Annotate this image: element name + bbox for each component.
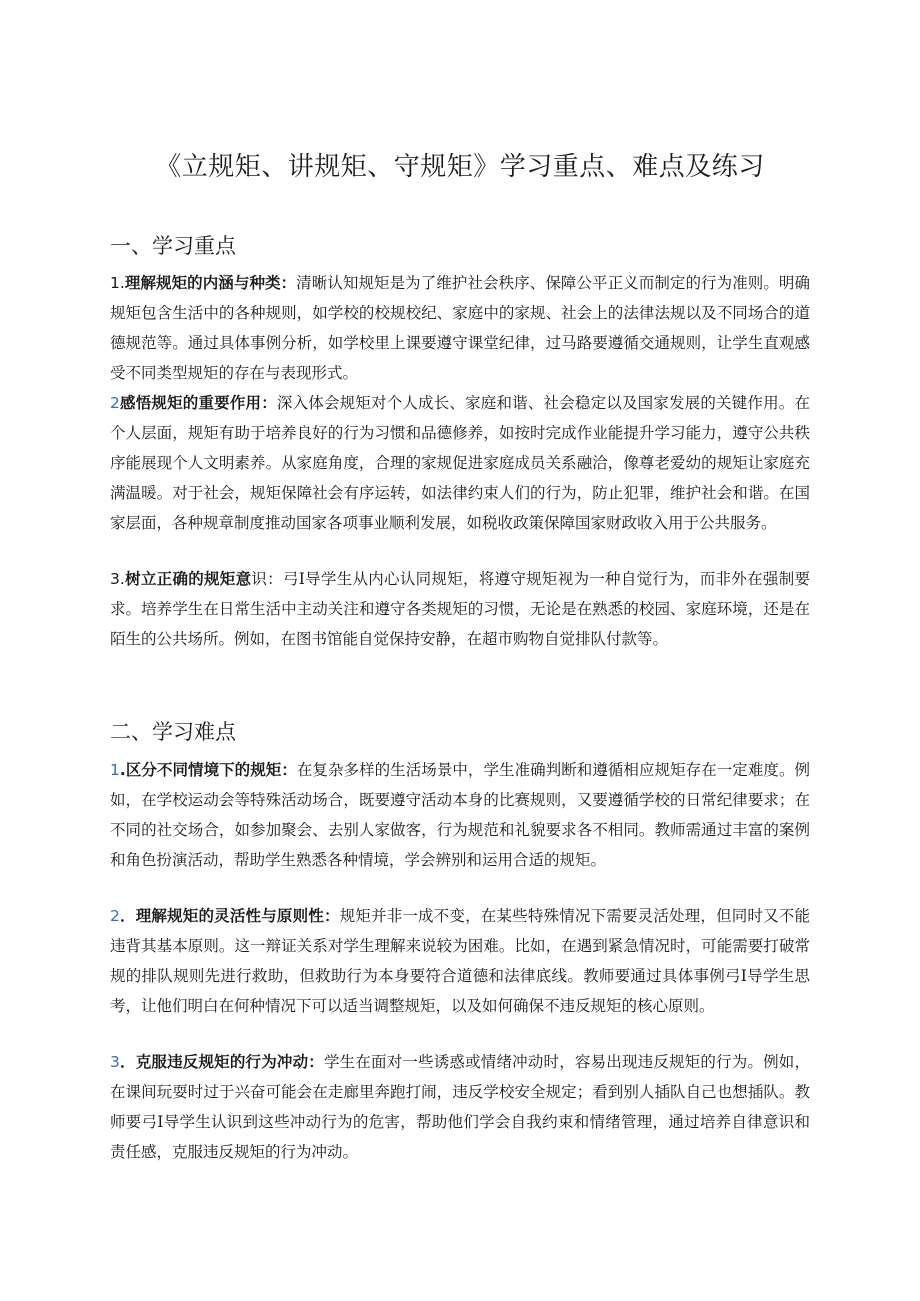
- item-lead: 树立正确的规矩意: [124, 570, 252, 588]
- item-body: 深入体会规矩对个人成长、家庭和谐、社会稳定以及国家发展的关键作用。在个人层面，规矩有助于培养良好的行为习惯和品德修养，如按时完成作业能提升学习能力，遵守公共秩序能展现个人文明素养。从家庭角度，合理的家规促进家庭成员关系融洽，像尊老爱幼的规矩让家庭充满温暖。对于社会，规矩保障社会有序运转，如法律约束人们的行为，防止犯罪，维护社会和谐。在国家层面，各种规章制度推动国家各项事业顺利发展，如税收政策保障国家财政收入用于公共服务。: [110, 394, 810, 532]
- list-item: [110, 755, 810, 875]
- item-number: 2: [110, 907, 120, 925]
- item-body: 清晰认知规矩是为了维护社会秩序、保障公平正义而制定的行为准则。明确规矩包含生活中的各种规则，如学校的校规校纪、家庭中的家规、社会上的法律法规以及不同场合的道德规范等。通过具体事例分析，如学校里上课要遵守课堂纪律，过马路要遵循交通规则，让学生直观感受不同类型规矩的存在与表现形式。: [110, 274, 810, 382]
- list-item: [110, 268, 810, 388]
- item-body: 在复杂多样的生活场景中，学生准确判断和遵循相应规矩存在一定难度。例如，在学校运动会等特殊活动场合，既要遵守活动本身的比赛规则，又要遵循学校的日常纪律要求；在不同的社交场合，如参加聚会、去别人家做客，行为规范和礼貌要求各不相同。教师需通过丰富的案例和角色扮演活动，帮助学生熟悉各种情境，学会辨别和运用合适的规矩。: [110, 761, 810, 869]
- section-heading-difficulties: 二、学习难点: [110, 720, 236, 744]
- item-lead: .区分不同情境下的规矩：: [119, 761, 297, 779]
- item-lead: 感悟规矩的重要作用：: [119, 394, 277, 412]
- item-lead: ．克服违反规矩的行为冲动：: [119, 1053, 324, 1071]
- item-body: 学生在面对一些诱惑或情绪冲动时，容易出现违反规矩的行为。例如，在课间玩耍时过于兴奋可能会在走廊里奔跑打闹，违反学校安全规定；看到别人插队自己也想插队。教师要弓I导学生认识到这些冲动行为的危害，帮助他们学会自我约束和情绪管理，通过培养自律意识和责任感，克服违反规矩的行为冲动。: [110, 1053, 810, 1161]
- list-item: [110, 564, 810, 654]
- item-body: 识：弓I导学生从内心认同规矩，将遵守规矩视为一种自觉行为，而非外在强制要求。培养学生在日常生活中主动关注和遵守各类规矩的习惯，无论是在熟悉的校园、家庭环境，还是在陌生的公共场所。例如，在图书馆能自觉保持安静，在超市购物自觉排队付款等。: [110, 570, 810, 648]
- item-number: 2: [110, 394, 120, 412]
- item-number: 1.: [110, 274, 125, 292]
- item-lead: 理解规矩的内涵与种类：: [124, 274, 297, 292]
- item-number: 3.: [110, 570, 125, 588]
- section-heading-focus: 一、学习重点: [110, 234, 236, 258]
- list-item: [110, 901, 810, 1021]
- item-lead: ．理解规矩的灵活性与原则性：: [119, 907, 340, 925]
- list-item: [110, 388, 810, 538]
- item-number: 3: [110, 1053, 120, 1071]
- item-body: 规矩并非一成不变，在某些特殊情况下需要灵活处理，但同时又不能违背其基本原则。这一辩证关系对学生理解来说较为困难。比如，在遇到紧急情况时，可能需要打破常规的排队规则先进行救助，但救助行为本身要符合道德和法律底线。教师要通过具体事例弓I导学生思考，让他们明白在何种情况下可以适当调整规矩，以及如何确保不违反规矩的核心原则。: [110, 907, 810, 1015]
- page-title: 《立规矩、讲规矩、守规矩》学习重点、难点及练习: [155, 152, 765, 182]
- item-number: 1: [110, 761, 120, 779]
- list-item: [110, 1047, 810, 1167]
